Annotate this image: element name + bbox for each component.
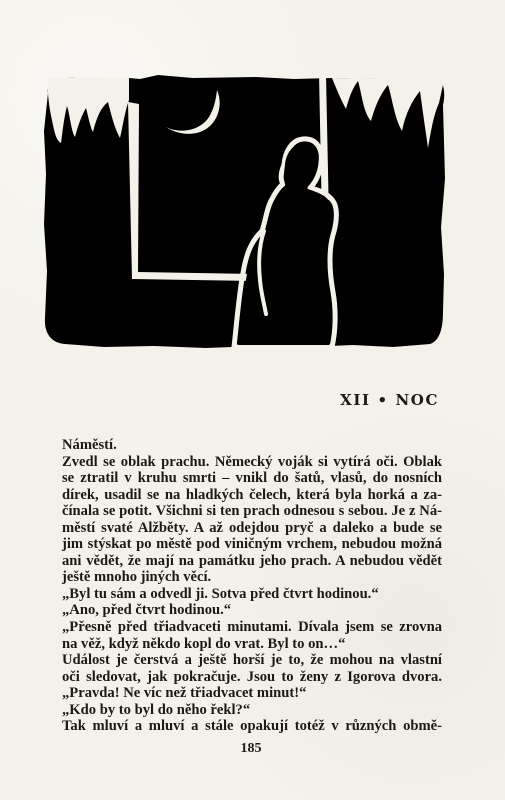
body-line: na věž, když někdo kopl do vrat. Byl to on…“ — [62, 635, 346, 652]
page-number: 185 — [240, 741, 262, 756]
body-line: městí svaté Alžběty. A až odejdou pryč a daleko a bude se — [62, 519, 442, 536]
body-line: „Pravda! Ne víc než třiadvacet minut!“ — [62, 685, 307, 702]
body-text-block — [62, 437, 442, 735]
night-woodcut-illustration — [40, 73, 450, 349]
body-line: Událost je čerstvá a ještě horší je to, že mohou na vlastní — [62, 652, 442, 669]
body-line: se ztratil v kruhu smrti – vnikl do šatů, vlasů, do nosních — [62, 470, 442, 487]
body-line: Zvedl se oblak prachu. Německý voják si vytírá oči. Oblak — [62, 453, 442, 470]
body-line: „Byl tu sám a odvedl ji. Sotva před čtvrt hodinou.“ — [62, 585, 379, 602]
body-line: „Ano, před čtvrt hodinou.“ — [62, 602, 232, 619]
body-line: Tak mluví a mluví a stále opakují totéž v různých obmě- — [62, 718, 442, 735]
body-line: Náměstí. — [62, 437, 117, 453]
body-line: čínala se potit. Všichni si ten prach odnesou s sebou. Je z Ná- — [62, 503, 442, 520]
body-line: ani vědět, že mají na památku jeho prach. A nebudou vědět — [62, 552, 442, 569]
body-line: ještě mnoho jiných věcí. — [62, 569, 212, 586]
body-line: „Kdo by to byl do něho řekl?“ — [62, 701, 251, 718]
body-line: dírek, usadil se na hladkých čelech, která byla horká a za- — [62, 486, 442, 503]
body-line: jim stýskat po městě pod viničným vrchem, nebudou možná — [62, 536, 442, 553]
body-line: „Přesně před třiadvaceti minutami. Dívala jsem se zrovna — [62, 619, 442, 636]
body-line: oči sledovat, jak pokračuje. Jsou to ženy z Igorova dvora. — [62, 668, 442, 685]
chapter-heading: XII • NOC — [340, 391, 439, 409]
